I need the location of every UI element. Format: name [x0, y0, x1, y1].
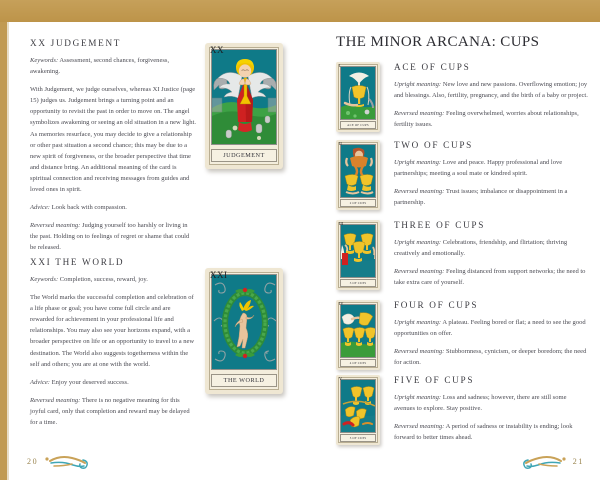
reversed-meaning [394, 186, 588, 208]
tarot-card-judgement[interactable] [205, 43, 283, 169]
keywords-text: Assessment, second chances, forgiveness, awakening. [30, 57, 170, 76]
card-artwork-judgement [211, 49, 277, 145]
advice-label: Advice: [30, 204, 50, 212]
upright-text: New love and new passions. Overflowing emotion; joy and blessings. Also, fertility, pregnancy, and the birth of a baby or project. [394, 81, 588, 100]
upright-label: Upright meaning: [394, 159, 442, 166]
card-roman-numeral: III [339, 221, 344, 226]
judgement-reversed [30, 220, 196, 253]
entry-text [394, 220, 588, 295]
advice-text: Enjoy your deserved success. [50, 378, 129, 386]
reversed-text: There is no negative meaning for this joyful card, only that completion and reward may be delayed for a time. [30, 396, 190, 427]
card-roman-numeral: XXI [210, 270, 228, 280]
upright-label: Upright meaning: [394, 394, 442, 401]
heading-four-of-cups: FOUR OF CUPS [394, 300, 479, 310]
entry-text [394, 62, 588, 137]
tarot-card-ace-of-cups[interactable] [336, 62, 380, 132]
reversed-label: Reversed meaning: [30, 222, 81, 230]
advice-label: Advice: [30, 378, 50, 386]
card-title-bar: 2 OF CUPS [340, 199, 376, 207]
judgement-description: With Judgement, we judge ourselves, whereas XI Justice (page 15) judges us. Judgement brings a turning point and an opportunity to revisit the past in order to move on. The angel symbolizes awakening or seeing an old situation in a new light. As memories resurface, you may decide to give a relationship or other past situation a second chance; this may be due to a new spirit of forgiveness, or the broader perspective that time and distance bring. An additional meaning of the card is spiritual connection and receiving messages from guides and loved ones in spirit. [30, 86, 197, 194]
card-title-bar: 3 OF CUPS [340, 279, 376, 287]
reversed-label: Reversed meaning: [394, 268, 445, 276]
footer-right [523, 452, 584, 470]
five-of-cups-illustration [341, 380, 376, 433]
card-title-bar: 5 OF CUPS [340, 434, 376, 442]
upright-text: Love and peace. Happy professional and love partnerships; meeting a soul mate or kindred spirit. [394, 159, 563, 178]
right-page [300, 22, 600, 480]
reversed-meaning [394, 421, 588, 443]
page-title: THE MINOR ARCANA: CUPS [336, 34, 540, 50]
reversed-text: A period of sadness or instability is ending; look forward to better times ahead. [394, 423, 573, 442]
entry-judgement [30, 38, 196, 261]
tarot-card-two-of-cups[interactable] [336, 140, 380, 210]
three-of-cups-illustration [341, 225, 376, 278]
world-advice [30, 377, 196, 388]
judgement-illustration [212, 50, 277, 145]
upright-meaning [394, 157, 588, 179]
reversed-label: Reversed meaning: [30, 396, 81, 404]
top-gold-banner [0, 0, 600, 22]
tarot-card-five-of-cups[interactable] [336, 375, 380, 445]
reversed-meaning [394, 346, 588, 368]
card-artwork-five-of-cups [340, 379, 376, 433]
footer-left [27, 452, 88, 470]
reversed-text: Judging yourself too harshly or living in the past. Holding on to feelings of regret or shame that could be released. [30, 222, 190, 252]
upright-label: Upright meaning: [394, 319, 442, 326]
the-world-illustration [212, 275, 277, 370]
world-keywords [30, 274, 196, 285]
tarot-card-four-of-cups[interactable] [336, 300, 380, 370]
left-page [9, 22, 295, 480]
entry-text [394, 300, 588, 375]
keywords-text: Completion, success, reward, joy. [58, 276, 148, 283]
left-gold-edge [0, 22, 7, 480]
heading-two-of-cups: TWO OF CUPS [394, 140, 473, 150]
reversed-text: Feeling overwhelmed, worries about relationships, fertility issues. [394, 110, 579, 129]
heading-the-world: XXI THE WORLD [30, 257, 125, 267]
card-title-bar: 4 OF CUPS [340, 359, 376, 367]
entry-text [394, 140, 588, 215]
reversed-meaning [394, 108, 588, 130]
card-title-bar: THE WORLD [211, 374, 277, 387]
upright-text: Celebrations, friendship, and flirtation; thriving creatively and emotionally. [394, 239, 568, 258]
tarot-card-the-world[interactable] [205, 268, 283, 394]
tarot-card-three-of-cups[interactable] [336, 220, 380, 290]
card-artwork-four-of-cups [340, 304, 376, 358]
heading-judgement: XX JUDGEMENT [30, 38, 122, 48]
judgement-keywords [30, 55, 196, 77]
card-artwork-three-of-cups [340, 224, 376, 278]
heading-ace-of-cups: ACE OF CUPS [394, 62, 471, 72]
card-title-bar: JUDGEMENT [211, 149, 277, 162]
upright-label: Upright meaning: [394, 239, 442, 246]
flourish-ornament-icon [523, 452, 569, 470]
banner-gradient [0, 0, 600, 22]
world-reversed [30, 395, 196, 428]
card-artwork-two-of-cups [340, 144, 376, 198]
ace-of-cups-illustration [341, 67, 376, 120]
four-of-cups-illustration [341, 305, 376, 358]
page-number-right: 21 [572, 456, 584, 466]
reversed-text: Trust issues; imbalance or disappointment in a partnership. [394, 188, 568, 207]
world-description: The World marks the successful completion and celebration of a life phase or goal; you have come full circle and are rewarded for achievement in your professional life and relationships. You may also see your horizons expand, with a broader perspective on life or an opportunity to travel to a new destination. The World also suggests togetherness within the self and others; you are at one with the world. [30, 294, 195, 368]
upright-text: Loss and sadness; however, there are still some avenues to explore. Stay positive. [394, 394, 567, 413]
judgement-advice [30, 202, 196, 213]
entry-text [394, 375, 588, 450]
heading-three-of-cups: THREE OF CUPS [394, 220, 486, 230]
heading-five-of-cups: FIVE OF CUPS [394, 375, 475, 385]
reversed-label: Reversed meaning: [394, 348, 445, 356]
card-roman-numeral: I [339, 63, 341, 68]
upright-text: A plateau. Feeling bored or flat; a need to see the good opportunities on offer. [394, 319, 586, 338]
two-of-cups-illustration [341, 145, 376, 198]
card-roman-numeral: V [339, 376, 343, 381]
upright-meaning [394, 237, 588, 259]
page-number-left: 20 [27, 456, 39, 466]
upright-label: Upright meaning: [394, 81, 442, 88]
advice-text: Look back with compassion. [50, 204, 127, 212]
card-artwork-the-world [211, 274, 277, 370]
entry-the-world [30, 257, 196, 435]
upright-meaning [394, 317, 588, 339]
card-roman-numeral: IV [339, 301, 344, 306]
reversed-text: Stubbornness, cynicism, or deeper boredom; the need for action. [394, 348, 587, 367]
upright-meaning [394, 79, 588, 101]
reversed-meaning [394, 266, 588, 288]
keywords-label: Keywords: [30, 57, 59, 64]
reversed-text: Feeling distanced from support networks; the need to take extra care of yourself. [394, 268, 586, 287]
reversed-label: Reversed meaning: [394, 110, 445, 118]
keywords-label: Keywords: [30, 276, 59, 283]
upright-meaning [394, 392, 588, 414]
reversed-label: Reversed meaning: [394, 188, 445, 196]
card-title-bar: ACE OF CUPS [340, 121, 376, 129]
card-roman-numeral: II [339, 141, 342, 146]
reversed-label: Reversed meaning: [394, 423, 445, 431]
card-artwork-ace-of-cups [340, 66, 376, 120]
flourish-ornament-icon [42, 452, 88, 470]
card-roman-numeral: XX [210, 45, 224, 55]
